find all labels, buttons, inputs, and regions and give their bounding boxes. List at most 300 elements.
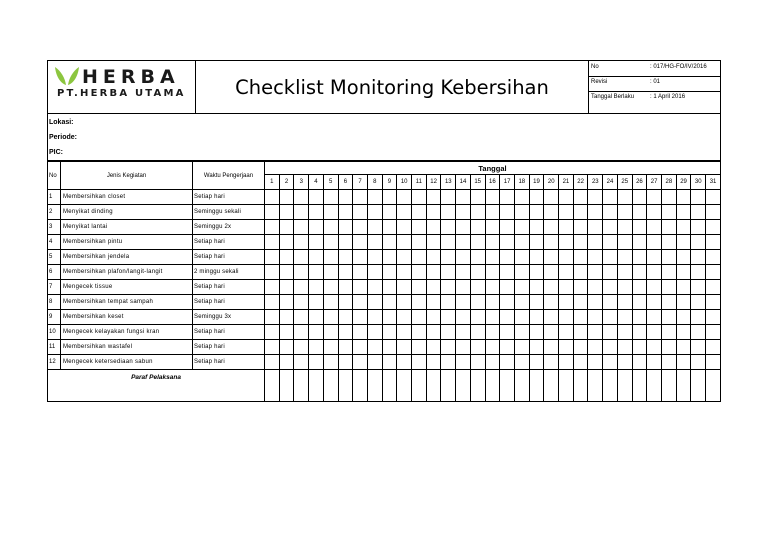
check-cell[interactable]: [470, 325, 485, 340]
check-cell[interactable]: [573, 250, 588, 265]
check-cell[interactable]: [470, 355, 485, 370]
check-cell[interactable]: [500, 340, 515, 355]
check-cell[interactable]: [676, 205, 691, 220]
check-cell[interactable]: [279, 205, 294, 220]
check-cell[interactable]: [573, 355, 588, 370]
check-cell[interactable]: [647, 280, 662, 295]
check-cell[interactable]: [294, 205, 309, 220]
check-cell[interactable]: [426, 310, 441, 325]
check-cell[interactable]: [691, 265, 706, 280]
check-cell[interactable]: [706, 235, 721, 250]
check-cell[interactable]: [573, 295, 588, 310]
check-cell[interactable]: [265, 205, 280, 220]
check-cell[interactable]: [500, 250, 515, 265]
signature-cell[interactable]: [706, 370, 721, 402]
check-cell[interactable]: [485, 340, 500, 355]
check-cell[interactable]: [279, 340, 294, 355]
check-cell[interactable]: [573, 220, 588, 235]
check-cell[interactable]: [514, 265, 529, 280]
check-cell[interactable]: [353, 295, 368, 310]
check-cell[interactable]: [338, 280, 353, 295]
check-cell[interactable]: [559, 235, 574, 250]
check-cell[interactable]: [426, 280, 441, 295]
check-cell[interactable]: [441, 325, 456, 340]
check-cell[interactable]: [617, 280, 632, 295]
check-cell[interactable]: [588, 340, 603, 355]
check-cell[interactable]: [691, 220, 706, 235]
check-cell[interactable]: [470, 250, 485, 265]
check-cell[interactable]: [559, 310, 574, 325]
check-cell[interactable]: [456, 190, 471, 205]
check-cell[interactable]: [353, 280, 368, 295]
check-cell[interactable]: [514, 205, 529, 220]
check-cell[interactable]: [294, 340, 309, 355]
check-cell[interactable]: [382, 250, 397, 265]
check-cell[interactable]: [279, 250, 294, 265]
check-cell[interactable]: [617, 265, 632, 280]
check-cell[interactable]: [573, 310, 588, 325]
check-cell[interactable]: [706, 295, 721, 310]
check-cell[interactable]: [338, 265, 353, 280]
check-cell[interactable]: [676, 280, 691, 295]
check-cell[interactable]: [544, 265, 559, 280]
check-cell[interactable]: [279, 310, 294, 325]
check-cell[interactable]: [294, 190, 309, 205]
check-cell[interactable]: [647, 205, 662, 220]
check-cell[interactable]: [294, 250, 309, 265]
check-cell[interactable]: [706, 340, 721, 355]
check-cell[interactable]: [309, 190, 324, 205]
check-cell[interactable]: [617, 310, 632, 325]
check-cell[interactable]: [279, 190, 294, 205]
check-cell[interactable]: [661, 340, 676, 355]
signature-cell[interactable]: [559, 370, 574, 402]
check-cell[interactable]: [412, 190, 427, 205]
check-cell[interactable]: [632, 340, 647, 355]
signature-cell[interactable]: [617, 370, 632, 402]
check-cell[interactable]: [661, 250, 676, 265]
check-cell[interactable]: [309, 250, 324, 265]
check-cell[interactable]: [544, 310, 559, 325]
check-cell[interactable]: [603, 220, 618, 235]
check-cell[interactable]: [529, 310, 544, 325]
signature-cell[interactable]: [353, 370, 368, 402]
check-cell[interactable]: [603, 235, 618, 250]
signature-cell[interactable]: [500, 370, 515, 402]
check-cell[interactable]: [426, 205, 441, 220]
check-cell[interactable]: [382, 295, 397, 310]
signature-cell[interactable]: [426, 370, 441, 402]
check-cell[interactable]: [265, 340, 280, 355]
signature-cell[interactable]: [647, 370, 662, 402]
check-cell[interactable]: [338, 205, 353, 220]
check-cell[interactable]: [647, 190, 662, 205]
check-cell[interactable]: [529, 355, 544, 370]
check-cell[interactable]: [500, 190, 515, 205]
check-cell[interactable]: [588, 355, 603, 370]
check-cell[interactable]: [603, 205, 618, 220]
signature-cell[interactable]: [588, 370, 603, 402]
check-cell[interactable]: [676, 340, 691, 355]
check-cell[interactable]: [456, 205, 471, 220]
check-cell[interactable]: [397, 265, 412, 280]
check-cell[interactable]: [441, 340, 456, 355]
check-cell[interactable]: [544, 220, 559, 235]
check-cell[interactable]: [559, 325, 574, 340]
check-cell[interactable]: [529, 205, 544, 220]
check-cell[interactable]: [412, 325, 427, 340]
check-cell[interactable]: [338, 310, 353, 325]
check-cell[interactable]: [397, 235, 412, 250]
check-cell[interactable]: [397, 280, 412, 295]
check-cell[interactable]: [338, 190, 353, 205]
check-cell[interactable]: [706, 220, 721, 235]
signature-cell[interactable]: [632, 370, 647, 402]
check-cell[interactable]: [426, 235, 441, 250]
check-cell[interactable]: [470, 340, 485, 355]
check-cell[interactable]: [412, 205, 427, 220]
check-cell[interactable]: [485, 295, 500, 310]
check-cell[interactable]: [323, 190, 338, 205]
check-cell[interactable]: [617, 355, 632, 370]
check-cell[interactable]: [397, 190, 412, 205]
check-cell[interactable]: [588, 235, 603, 250]
check-cell[interactable]: [706, 265, 721, 280]
check-cell[interactable]: [397, 205, 412, 220]
check-cell[interactable]: [367, 340, 382, 355]
check-cell[interactable]: [441, 280, 456, 295]
check-cell[interactable]: [426, 220, 441, 235]
check-cell[interactable]: [691, 325, 706, 340]
check-cell[interactable]: [294, 355, 309, 370]
check-cell[interactable]: [529, 265, 544, 280]
check-cell[interactable]: [470, 190, 485, 205]
check-cell[interactable]: [588, 265, 603, 280]
check-cell[interactable]: [544, 190, 559, 205]
check-cell[interactable]: [632, 355, 647, 370]
check-cell[interactable]: [500, 280, 515, 295]
check-cell[interactable]: [647, 325, 662, 340]
check-cell[interactable]: [382, 280, 397, 295]
signature-cell[interactable]: [309, 370, 324, 402]
check-cell[interactable]: [338, 295, 353, 310]
check-cell[interactable]: [265, 295, 280, 310]
check-cell[interactable]: [441, 220, 456, 235]
check-cell[interactable]: [426, 340, 441, 355]
check-cell[interactable]: [382, 190, 397, 205]
check-cell[interactable]: [382, 340, 397, 355]
check-cell[interactable]: [617, 220, 632, 235]
check-cell[interactable]: [676, 235, 691, 250]
check-cell[interactable]: [603, 280, 618, 295]
check-cell[interactable]: [529, 250, 544, 265]
check-cell[interactable]: [661, 205, 676, 220]
check-cell[interactable]: [426, 190, 441, 205]
check-cell[interactable]: [279, 325, 294, 340]
check-cell[interactable]: [559, 190, 574, 205]
check-cell[interactable]: [514, 220, 529, 235]
check-cell[interactable]: [632, 250, 647, 265]
check-cell[interactable]: [632, 220, 647, 235]
check-cell[interactable]: [706, 310, 721, 325]
check-cell[interactable]: [514, 325, 529, 340]
signature-cell[interactable]: [456, 370, 471, 402]
signature-cell[interactable]: [691, 370, 706, 402]
check-cell[interactable]: [544, 205, 559, 220]
check-cell[interactable]: [367, 295, 382, 310]
check-cell[interactable]: [559, 280, 574, 295]
check-cell[interactable]: [500, 310, 515, 325]
check-cell[interactable]: [691, 190, 706, 205]
check-cell[interactable]: [279, 220, 294, 235]
check-cell[interactable]: [441, 310, 456, 325]
check-cell[interactable]: [382, 310, 397, 325]
check-cell[interactable]: [294, 280, 309, 295]
signature-cell[interactable]: [470, 370, 485, 402]
check-cell[interactable]: [456, 355, 471, 370]
check-cell[interactable]: [632, 280, 647, 295]
check-cell[interactable]: [588, 250, 603, 265]
check-cell[interactable]: [588, 220, 603, 235]
check-cell[interactable]: [397, 310, 412, 325]
check-cell[interactable]: [353, 265, 368, 280]
check-cell[interactable]: [323, 325, 338, 340]
signature-cell[interactable]: [603, 370, 618, 402]
check-cell[interactable]: [412, 220, 427, 235]
check-cell[interactable]: [470, 205, 485, 220]
check-cell[interactable]: [647, 295, 662, 310]
check-cell[interactable]: [367, 325, 382, 340]
check-cell[interactable]: [617, 325, 632, 340]
check-cell[interactable]: [309, 220, 324, 235]
check-cell[interactable]: [367, 280, 382, 295]
check-cell[interactable]: [529, 295, 544, 310]
check-cell[interactable]: [441, 250, 456, 265]
check-cell[interactable]: [367, 235, 382, 250]
check-cell[interactable]: [265, 220, 280, 235]
check-cell[interactable]: [338, 250, 353, 265]
check-cell[interactable]: [412, 250, 427, 265]
signature-cell[interactable]: [265, 370, 280, 402]
check-cell[interactable]: [632, 295, 647, 310]
check-cell[interactable]: [294, 220, 309, 235]
check-cell[interactable]: [426, 355, 441, 370]
check-cell[interactable]: [603, 295, 618, 310]
check-cell[interactable]: [353, 325, 368, 340]
signature-cell[interactable]: [279, 370, 294, 402]
check-cell[interactable]: [426, 325, 441, 340]
check-cell[interactable]: [470, 265, 485, 280]
check-cell[interactable]: [294, 310, 309, 325]
check-cell[interactable]: [559, 295, 574, 310]
check-cell[interactable]: [353, 205, 368, 220]
check-cell[interactable]: [573, 265, 588, 280]
check-cell[interactable]: [470, 295, 485, 310]
check-cell[interactable]: [603, 325, 618, 340]
check-cell[interactable]: [691, 250, 706, 265]
check-cell[interactable]: [661, 310, 676, 325]
check-cell[interactable]: [588, 205, 603, 220]
check-cell[interactable]: [573, 235, 588, 250]
check-cell[interactable]: [632, 325, 647, 340]
check-cell[interactable]: [661, 220, 676, 235]
check-cell[interactable]: [632, 190, 647, 205]
check-cell[interactable]: [485, 190, 500, 205]
check-cell[interactable]: [647, 355, 662, 370]
check-cell[interactable]: [309, 235, 324, 250]
check-cell[interactable]: [412, 265, 427, 280]
check-cell[interactable]: [691, 340, 706, 355]
check-cell[interactable]: [353, 190, 368, 205]
check-cell[interactable]: [559, 265, 574, 280]
check-cell[interactable]: [500, 355, 515, 370]
check-cell[interactable]: [456, 235, 471, 250]
check-cell[interactable]: [323, 295, 338, 310]
check-cell[interactable]: [323, 235, 338, 250]
check-cell[interactable]: [382, 220, 397, 235]
check-cell[interactable]: [691, 235, 706, 250]
signature-cell[interactable]: [573, 370, 588, 402]
check-cell[interactable]: [441, 295, 456, 310]
check-cell[interactable]: [632, 310, 647, 325]
check-cell[interactable]: [441, 265, 456, 280]
check-cell[interactable]: [382, 235, 397, 250]
check-cell[interactable]: [514, 310, 529, 325]
check-cell[interactable]: [265, 355, 280, 370]
check-cell[interactable]: [529, 325, 544, 340]
check-cell[interactable]: [691, 280, 706, 295]
check-cell[interactable]: [397, 250, 412, 265]
check-cell[interactable]: [647, 265, 662, 280]
check-cell[interactable]: [559, 205, 574, 220]
check-cell[interactable]: [265, 310, 280, 325]
check-cell[interactable]: [706, 250, 721, 265]
check-cell[interactable]: [603, 265, 618, 280]
signature-cell[interactable]: [514, 370, 529, 402]
check-cell[interactable]: [500, 235, 515, 250]
check-cell[interactable]: [265, 250, 280, 265]
check-cell[interactable]: [353, 355, 368, 370]
signature-cell[interactable]: [529, 370, 544, 402]
check-cell[interactable]: [397, 340, 412, 355]
check-cell[interactable]: [661, 295, 676, 310]
check-cell[interactable]: [661, 235, 676, 250]
check-cell[interactable]: [397, 325, 412, 340]
check-cell[interactable]: [588, 325, 603, 340]
check-cell[interactable]: [426, 250, 441, 265]
check-cell[interactable]: [485, 205, 500, 220]
check-cell[interactable]: [691, 205, 706, 220]
check-cell[interactable]: [338, 355, 353, 370]
check-cell[interactable]: [382, 355, 397, 370]
check-cell[interactable]: [500, 295, 515, 310]
check-cell[interactable]: [691, 310, 706, 325]
check-cell[interactable]: [485, 265, 500, 280]
check-cell[interactable]: [529, 340, 544, 355]
check-cell[interactable]: [309, 265, 324, 280]
check-cell[interactable]: [706, 205, 721, 220]
check-cell[interactable]: [309, 280, 324, 295]
check-cell[interactable]: [617, 190, 632, 205]
check-cell[interactable]: [676, 265, 691, 280]
check-cell[interactable]: [514, 250, 529, 265]
check-cell[interactable]: [265, 280, 280, 295]
check-cell[interactable]: [382, 265, 397, 280]
check-cell[interactable]: [338, 325, 353, 340]
check-cell[interactable]: [456, 295, 471, 310]
check-cell[interactable]: [470, 310, 485, 325]
check-cell[interactable]: [500, 220, 515, 235]
check-cell[interactable]: [309, 310, 324, 325]
check-cell[interactable]: [441, 190, 456, 205]
check-cell[interactable]: [265, 265, 280, 280]
check-cell[interactable]: [573, 280, 588, 295]
check-cell[interactable]: [559, 340, 574, 355]
check-cell[interactable]: [323, 220, 338, 235]
check-cell[interactable]: [514, 355, 529, 370]
check-cell[interactable]: [500, 205, 515, 220]
check-cell[interactable]: [603, 355, 618, 370]
check-cell[interactable]: [338, 220, 353, 235]
check-cell[interactable]: [573, 325, 588, 340]
check-cell[interactable]: [279, 235, 294, 250]
check-cell[interactable]: [397, 295, 412, 310]
check-cell[interactable]: [353, 310, 368, 325]
check-cell[interactable]: [353, 250, 368, 265]
check-cell[interactable]: [632, 235, 647, 250]
check-cell[interactable]: [617, 235, 632, 250]
check-cell[interactable]: [706, 190, 721, 205]
check-cell[interactable]: [294, 325, 309, 340]
check-cell[interactable]: [294, 295, 309, 310]
check-cell[interactable]: [470, 220, 485, 235]
check-cell[interactable]: [485, 355, 500, 370]
check-cell[interactable]: [309, 325, 324, 340]
check-cell[interactable]: [382, 205, 397, 220]
check-cell[interactable]: [588, 190, 603, 205]
check-cell[interactable]: [632, 265, 647, 280]
check-cell[interactable]: [676, 190, 691, 205]
check-cell[interactable]: [661, 280, 676, 295]
signature-cell[interactable]: [661, 370, 676, 402]
signature-cell[interactable]: [676, 370, 691, 402]
check-cell[interactable]: [441, 235, 456, 250]
check-cell[interactable]: [588, 280, 603, 295]
check-cell[interactable]: [603, 250, 618, 265]
check-cell[interactable]: [544, 340, 559, 355]
check-cell[interactable]: [412, 235, 427, 250]
check-cell[interactable]: [647, 310, 662, 325]
check-cell[interactable]: [412, 355, 427, 370]
check-cell[interactable]: [309, 205, 324, 220]
check-cell[interactable]: [514, 235, 529, 250]
check-cell[interactable]: [309, 295, 324, 310]
check-cell[interactable]: [559, 250, 574, 265]
check-cell[interactable]: [661, 265, 676, 280]
check-cell[interactable]: [412, 340, 427, 355]
check-cell[interactable]: [559, 355, 574, 370]
check-cell[interactable]: [676, 355, 691, 370]
check-cell[interactable]: [294, 265, 309, 280]
check-cell[interactable]: [706, 280, 721, 295]
check-cell[interactable]: [485, 310, 500, 325]
check-cell[interactable]: [603, 310, 618, 325]
check-cell[interactable]: [617, 295, 632, 310]
check-cell[interactable]: [338, 340, 353, 355]
check-cell[interactable]: [323, 280, 338, 295]
signature-cell[interactable]: [323, 370, 338, 402]
check-cell[interactable]: [588, 295, 603, 310]
